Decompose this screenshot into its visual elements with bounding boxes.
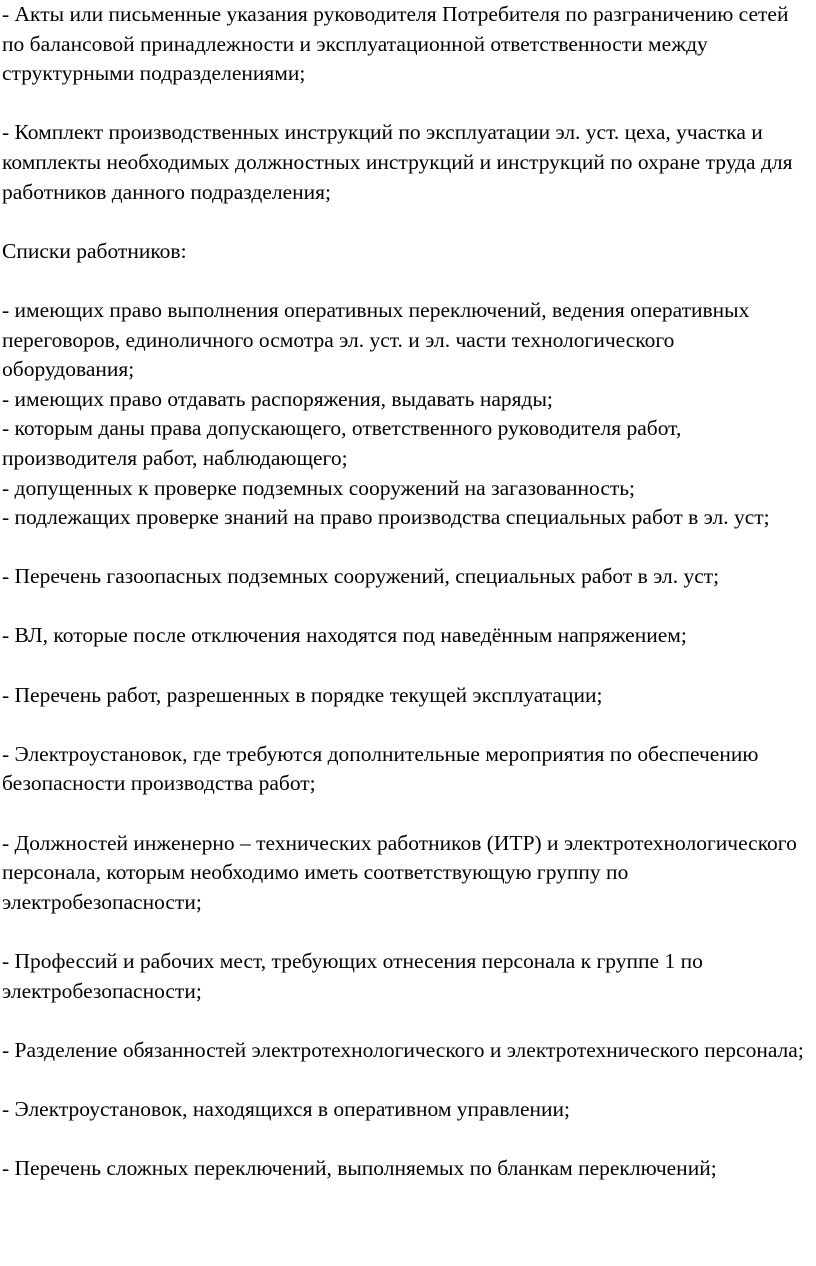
worker-lists — [2, 296, 808, 533]
paragraph-instructions-set — [2, 118, 808, 207]
text-line: - Комплект производственных инструкций по эксплуатации эл. уст. цеха, участка и комплекты необходимых должностных инструкций и инструкций по охране труда для работников данного подразделения; — [2, 120, 793, 204]
paragraph-duties-division — [2, 1036, 808, 1066]
paragraph-complex-switching — [2, 1154, 808, 1184]
list-item: - которым даны права допускающего, ответственного руководителя работ, производителя работ, наблюдающего; — [2, 416, 682, 470]
text-line: - Перечень газоопасных подземных сооружений, специальных работ в эл. уст; — [2, 564, 720, 589]
list-item: - допущенных к проверке подземных сооружений на загазованность; — [2, 475, 636, 500]
text-line: - ВЛ, которые после отключения находятся под наведённым напряжением; — [2, 623, 687, 648]
text-line: - Профессий и рабочих мест, требующих отнесения персонала к группе 1 по электробезопасности; — [2, 949, 703, 1003]
text-line: - Перечень сложных переключений, выполняемых по бланкам переключений; — [2, 1156, 717, 1181]
paragraph-current-operation-works — [2, 681, 808, 711]
list-item: - подлежащих проверке знаний на право производства специальных работ в эл. уст; — [2, 505, 770, 530]
list-item: - имеющих право выполнения оперативных переключений, ведения оперативных переговоров, единоличного осмотра эл. уст. и эл. части технологического оборудования; — [2, 297, 750, 382]
text-line: - Акты или письменные указания руководителя Потребителя по разграничению сетей по балансовой принадлежности и эксплуатационной ответственности между структурными подразделениями; — [2, 2, 789, 86]
section-heading: Списки работников: — [2, 238, 187, 263]
paragraph-group-1-professions — [2, 947, 808, 1006]
paragraph-gas-hazard-list — [2, 562, 808, 592]
text-line: - Перечень работ, разрешенных в порядке текущей эксплуатации; — [2, 682, 603, 707]
list-item: - имеющих право отдавать распоряжения, выдавать наряды; — [2, 386, 553, 411]
paragraph-induced-voltage-lines — [2, 621, 808, 651]
text-line: - Электроустановок, где требуются дополнительные мероприятия по обеспечению безопасности производства работ; — [2, 741, 759, 796]
text-line: - Разделение обязанностей электротехнологического и электротехнического персонала; — [2, 1037, 804, 1062]
paragraph-operational-control — [2, 1095, 808, 1125]
section-heading-worker-lists — [2, 237, 808, 267]
paragraph-additional-measures — [2, 740, 808, 799]
paragraph-balance-acts — [2, 0, 808, 89]
text-line: - Электроустановок, находящихся в оперативном управлении; — [2, 1096, 570, 1121]
paragraph-itr-positions — [2, 829, 808, 918]
text-line: - Должностей инженерно – технических работников (ИТР) и электротехнологического персонала, которым необходимо иметь соответствующую группу по электробезопасности; — [2, 830, 797, 914]
